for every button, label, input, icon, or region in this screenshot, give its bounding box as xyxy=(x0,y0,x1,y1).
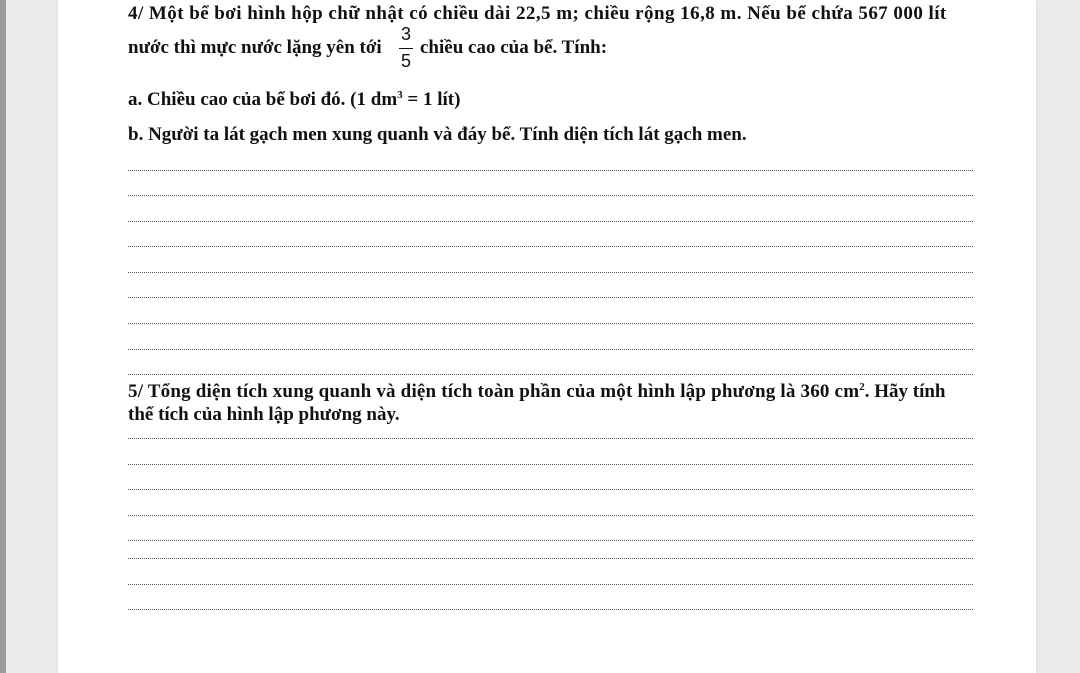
answer-line xyxy=(128,464,973,465)
answer-line xyxy=(128,584,973,585)
problem-4-part-a xyxy=(128,89,460,111)
problem-5-line-1-end: . Hãy tính xyxy=(864,381,946,402)
problem-4-line-2-end xyxy=(420,37,607,59)
problem-5-line-1-text: 5/ Tổng diện tích xung quanh và diện tích toàn phần của một hình lập phương là 360 cm xyxy=(128,381,860,402)
fraction-numerator: 3 xyxy=(400,24,411,44)
viewer-left-edge xyxy=(0,0,6,673)
problem-4-line-2-end-text: chiều cao của bể. Tính: xyxy=(420,37,608,58)
problem-4-part-b xyxy=(128,124,747,146)
fraction-bar xyxy=(399,48,413,49)
document-page xyxy=(58,0,1036,673)
answer-line xyxy=(128,195,973,196)
answer-line xyxy=(128,221,973,222)
answer-line xyxy=(128,170,973,171)
part-b-text: b. Người ta lát gạch men xung quanh và đáy bể. Tính diện tích lát gạch men. xyxy=(128,124,747,145)
answer-line xyxy=(128,489,973,490)
problem-4-line-2-start: nước thì mực nước lặng yên tới xyxy=(128,37,382,58)
problem-5-superscript: 2 xyxy=(859,381,865,393)
part-a-end: = 1 lít) xyxy=(402,89,461,110)
answer-line xyxy=(128,272,973,273)
answer-line xyxy=(128,609,973,610)
fraction-denominator: 5 xyxy=(400,51,411,71)
problem-4-line-1-text: 4/ Một bể bơi hình hộp chữ nhật có chiều dài 22,5 m; chiều rộng 16,8 m. Nếu bể chứa 567 000 lít xyxy=(128,3,947,24)
answer-line xyxy=(128,323,973,324)
answer-line xyxy=(128,297,973,298)
answer-line xyxy=(128,515,973,516)
part-a-text: a. Chiều cao của bể bơi đó. (1 dm xyxy=(128,89,398,110)
problem-5-line-2 xyxy=(128,404,400,426)
problem-5-line-2-text: thể tích của hình lập phương này. xyxy=(128,404,400,425)
answer-line xyxy=(128,374,973,375)
part-a-superscript: 3 xyxy=(397,89,403,101)
answer-line xyxy=(128,540,973,541)
answer-line xyxy=(128,438,973,439)
answer-line xyxy=(128,349,973,350)
answer-line xyxy=(128,558,973,559)
answer-line xyxy=(128,246,973,247)
problem-4-line-2 xyxy=(128,37,382,59)
problem-4-line-1 xyxy=(128,3,976,25)
problem-5-line-1 xyxy=(128,381,990,403)
